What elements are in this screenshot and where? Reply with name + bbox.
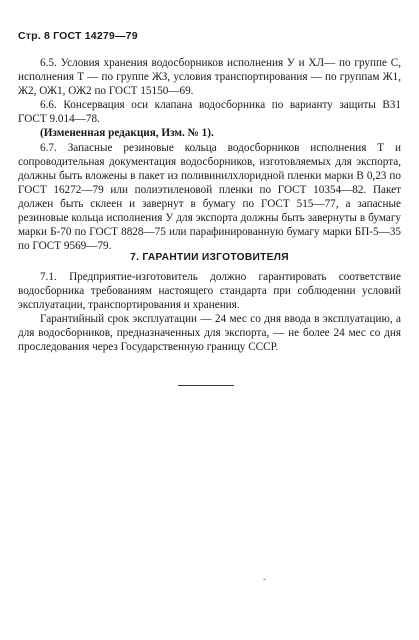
paragraph-7-1: 7.1. Предприятие-изготовитель должно гарантировать соответствие водосборника требованиям настоящего стандарта при соблюдении условий эксплуатации, транспортирования и хранения. xyxy=(18,271,401,312)
paragraph-6-5: 6.5. Условия хранения водосборников исполнения У и ХЛ— по группе С, исполнения Т — по группе ЖЗ, условия транспортирования — по группам Ж1, Ж2, ОЖ1, ОЖ2 по ГОСТ 15150—69. xyxy=(18,57,401,98)
page-header: Стр. 8 ГОСТ 14279—79 xyxy=(18,30,138,42)
paragraph-warranty: Гарантийный срок эксплуатации — 24 мес со дня ввода в эксплуатацию, а для водосборников, предназначенных для экспорта, — не более 24 мес со дня проследования через Государственную границу СССР. xyxy=(18,313,401,354)
page-mark: - xyxy=(263,574,266,584)
paragraph-6-7: 6.7. Запасные резиновые кольца водосборников исполнения Т и сопроводительная документация водосборников, изготовляемых для экспорта, должны быть вложены в пакет из поливинилхлоридной пленки марки В 0,23 по ГОСТ 16272—79 или полиэтиленовой пленки по ГОСТ 10354—82. Пакет должен быть склеен и завернут в бумагу по ГОСТ 515—77, а запасные резиновые кольца исполнения У для экспорта должны быть завернуты в бумагу марки Б-70 по ГОСТ 8828—75 или парафинированную бумагу марки БП-5—35 по ГОСТ 9569—79. xyxy=(18,141,401,253)
paragraph-6-6: 6.6. Консервация оси клапана водосборника по варианту защиты В31 ГОСТ 9.014—78. xyxy=(18,99,401,126)
end-divider xyxy=(178,385,234,386)
section-6-text xyxy=(18,56,401,253)
amendment-note: (Измененная редакция, Изм. № 1). xyxy=(40,127,214,140)
section-7-text xyxy=(18,270,401,355)
section-7-title: 7. ГАРАНТИИ ИЗГОТОВИТЕЛЯ xyxy=(130,252,289,263)
